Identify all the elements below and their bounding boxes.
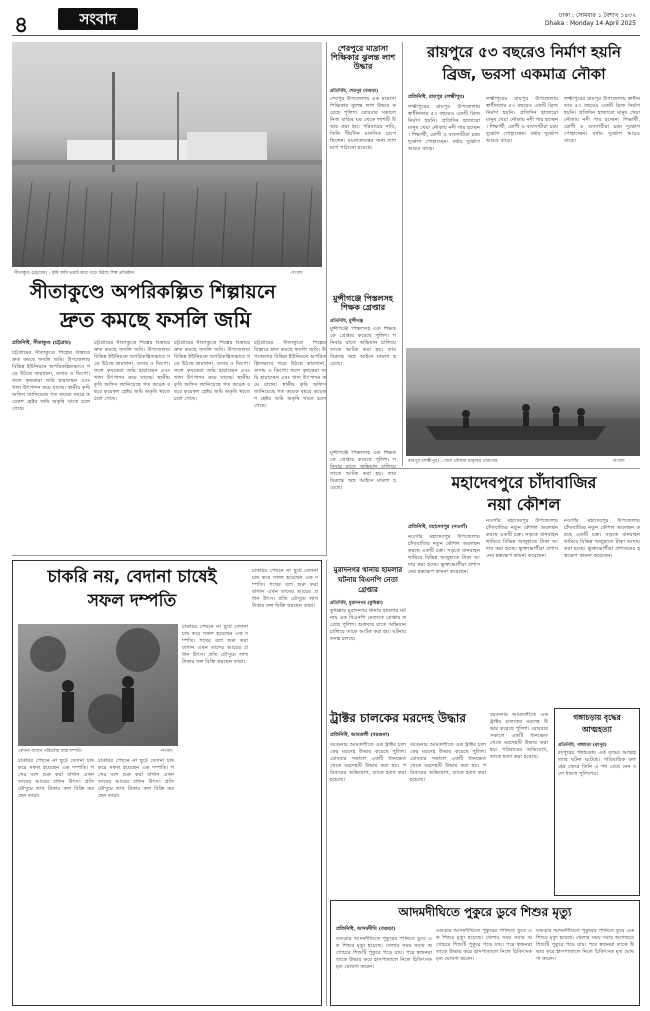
chakri-photo-caption: বেদানা বাগান পরিচর্যায় ব্যস্ত দম্পতি [18, 749, 82, 754]
chakri-photo [18, 624, 178, 746]
chakri-photo-credit: -সংবাদ [160, 749, 173, 754]
raipur-photo-scene [406, 348, 640, 456]
raipur-byline: প্রতিনিধি, রায়পুর (লক্ষ্মীপুর) [408, 94, 465, 100]
amdamdighi-headline: আদমদীঘিতে পুকুরে ডুবে শিশুর মৃত্যু [398, 905, 572, 919]
date-en: Dhaka : Monday 14 April 2025 [544, 20, 636, 27]
chakri-photo-scene [18, 624, 178, 746]
mohadevpur-body-col2: নওগাঁর মহাদেবপুর উপজেলায় চাঁদাবাজির নতুন কৌশল অবলম্বন করছে একটি চক্র। সড়কে যানবাহন থামিয়ে বিভিন্ন অজুহাতে টাকা আদায় করা হচ্ছে। ভুক্তভোগীরা প্রশাসনের হস্তক্ষেপ কামনা করেছেন। [486, 518, 558, 559]
sherpur-byline: প্রতিনিধি, শেরপুর (বগুড়া) [330, 89, 379, 94]
lead-photo-caption: সীতাকুণ্ড (চট্টগ্রাম) : কৃষি জমি ভরাট করে গড়ে উঠছে শিল্প প্রতিষ্ঠান [14, 271, 134, 276]
mohadevpur-byline: প্রতিনিধি, মহাদেবপুর (নওগাঁ) [408, 524, 468, 530]
muradnagar-headline-1: মুরাদনগর থানায় হামলার [333, 566, 403, 574]
lead-byline: প্রতিনিধি, সীতাকুণ্ড (চট্টগ্রাম) [12, 340, 72, 346]
munshiganj-headline: মুন্সীগঞ্জে পিস্তলসহ শিক্ষক গ্রেপ্তার [332, 294, 394, 313]
lead-photo [12, 42, 322, 267]
gangachara-body: রংপুরের গঙ্গাচড়ায় এক বৃদ্ধের আত্মহত্যার ঘটনা ঘটেছে। পারিবারিক কলহের জেরে তিনি এ পথ বেছে নেন বলে ধারণা পুলিশের। [558, 750, 636, 777]
raipur-body-col3: লক্ষ্মীপুরের রায়পুর উপজেলায় স্বাধীনতার ৫৩ বছরেও একটি ব্রিজ নির্মাণ হয়নি। প্রতিদিন হাজারো মানুষ খেয়া নৌকায় নদী পার হচ্ছেন। শিক্ষার্থী, রোগী ও ব্যবসায়ীরা চরম দুর্ভোগ পোহাচ্ছেন। বর্ষায় দুর্ভোগ আরও বাড়ে। [564, 96, 640, 144]
lead-body-col3: চট্টগ্রামের সীতাকুণ্ডে শিল্পের বিস্তারে দ্রুত কমছে ফসলি জমি। উপজেলার বিভিন্ন ইউনিয়নে অপরিকল্পিতভাবে গড়ে উঠছে কারখানা, গুদাম ও ডিপো। ফলে কৃষকেরা জমি হারাচ্ছেন এবং খাদ্য উৎপাদন কমে যাচ্ছে। স্থানীয় কৃষি অফিস জানিয়েছে গত কয়েক বছরে কয়েকশ হেক্টর জমি অকৃষি খাতে চলে গেছে। [174, 340, 250, 402]
mohadevpur-body-col3: নওগাঁর মহাদেবপুর উপজেলায় চাঁদাবাজির নতুন কৌশল অবলম্বন করছে একটি চক্র। সড়কে যানবাহন থামিয়ে বিভিন্ন অজুহাতে টাকা আদায় করা হচ্ছে। ভুক্তভোগীরা প্রশাসনের হস্তক্ষেপ কামনা করেছেন। [564, 518, 640, 559]
masthead [12, 6, 640, 36]
mohadevpur-headline-2: নয়া কৌশল [487, 495, 561, 514]
munshiganj-byline: প্রতিনিধি, মুন্সীগঞ্জ [330, 319, 364, 324]
sherpur-body: শেরপুর উপজেলায় এক মাদ্রাসা শিক্ষিকার ঝুলন্ত লাশ উদ্ধার করেছে পুলিশ। রোববার সকালে নিজ বাড়ির ঘর থেকে লাশটি উদ্ধার করা হয়। পরিবারের দাবি, তিনি দীর্ঘদিন মানসিক চাপে ছিলেন। ময়নাতদন্তের জন্য লাশ মর্গে পাঠানো হয়েছে। [330, 96, 396, 151]
sherpur-headline: শেরপুরে মাদ্রাসা শিক্ষিকার ঝুলন্ত লাশ উদ্ধার [330, 44, 396, 72]
raipur-headline-2: ব্রিজ, ভরসা একমাত্র নৌকা [442, 65, 606, 83]
lead-photo-scene [12, 42, 322, 267]
raipur-photo-credit: -সংবাদ [612, 459, 625, 464]
muradnagar-headline-2: ঘটনায় বিএনপি নেতা [338, 576, 398, 584]
amdamdighi-body-col2: বগুড়ার আদমদীঘিতে পুকুরের পানিতে ডুবে এক শিশুর মৃত্যু হয়েছে। খেলার সময় সবার অগোচরে শিশুটি পুকুরে পড়ে যায়। পরে স্বজনরা তাকে উদ্ধার করে হাসপাতালে নিলে চিকিৎসক মৃত ঘোষণা করেন। [436, 928, 532, 962]
truck-headline: ট্রাক্টর চালকের মরদেহ উদ্ধার [330, 711, 467, 725]
chakri-body-col3: চাকরির পেছনে না ছুটে বেদানা চাষ করে সফল হয়েছেন এক দম্পতি। শখের বশে শুরু করা বাগান এখন তাদের আয়ের প্রধান উৎস। প্রতি মৌসুমে লাখ টাকার ফল বিক্রি করছেন তারা। [182, 624, 248, 665]
column-rule [326, 560, 327, 1006]
raipur-body-col1: লক্ষ্মীপুরের রায়পুর উপজেলায় স্বাধীনতার ৫৩ বছরেও একটি ব্রিজ নির্মাণ হয়নি। প্রতিদিন হাজারো মানুষ খেয়া নৌকায় নদী পার হচ্ছেন। শিক্ষার্থী, রোগী ও ব্যবসায়ীরা চরম দুর্ভোগ পোহাচ্ছেন। বর্ষায় দুর্ভোগ আরও বাড়ে। [408, 104, 480, 152]
lead-photo-credit: -সংবাদ [290, 271, 303, 276]
amdamdighi-body-col3: বগুড়ার আদমদীঘিতে পুকুরের পানিতে ডুবে এক শিশুর মৃত্যু হয়েছে। খেলার সময় সবার অগোচরে শিশুটি পুকুরে পড়ে যায়। পরে স্বজনরা তাকে উদ্ধার করে হাসপাতালে নিলে চিকিৎসক মৃত ঘোষণা করেন। [536, 928, 634, 962]
chakri-body-col4: চাকরির পেছনে না ছুটে বেদানা চাষ করে সফল হয়েছেন এক দম্পতি। শখের বশে শুরু করা বাগান এখন তাদের আয়ের প্রধান উৎস। প্রতি মৌসুমে লাখ টাকার ফল বিক্রি করছেন তারা। [252, 568, 318, 609]
lead-body-col4: চট্টগ্রামের সীতাকুণ্ডে শিল্পের বিস্তারে দ্রুত কমছে ফসলি জমি। উপজেলার বিভিন্ন ইউনিয়নে অপরিকল্পিতভাবে গড়ে উঠছে কারখানা, গুদাম ও ডিপো। ফলে কৃষকেরা জমি হারাচ্ছেন এবং খাদ্য উৎপাদন কমে যাচ্ছে। স্থানীয় কৃষি অফিস জানিয়েছে গত কয়েক বছরে কয়েকশ হেক্টর জমি অকৃষি খাতে চলে গেছে। [254, 340, 326, 409]
chakri-body-col1: চাকরির পেছনে না ছুটে বেদানা চাষ করে সফল হয়েছেন এক দম্পতি। শখের বশে শুরু করা বাগান এখন তাদের আয়ের প্রধান উৎস। প্রতি মৌসুমে লাখ টাকার ফল বিক্রি করছেন তারা। [18, 758, 94, 799]
chakri-headline-2: সফল দম্পতি [87, 591, 177, 611]
muradnagar-headline-3: গ্রেপ্তার [358, 586, 378, 594]
divider [12, 555, 326, 556]
date-bn: ঢাকা : সোমবার ১ বৈশাখ ১৪৩২ [559, 12, 636, 19]
raipur-body-col2: লক্ষ্মীপুরের রায়পুর উপজেলায় স্বাধীনতার ৫৩ বছরেও একটি ব্রিজ নির্মাণ হয়নি। প্রতিদিন হাজারো মানুষ খেয়া নৌকায় নদী পার হচ্ছেন। শিক্ষার্থী, রোগী ও ব্যবসায়ীরা চরম দুর্ভোগ পোহাচ্ছেন। বর্ষায় দুর্ভোগ আরও বাড়ে। [486, 96, 558, 144]
truck-byline: প্রতিনিধি, আমতলী (বরগুনা) [330, 732, 390, 738]
amdamdighi-byline: প্রতিনিধি, আদমদীঘি (বগুড়া) [336, 926, 396, 932]
muradnagar-body: কুমিল্লার মুরাদনগর থানায় হামলার ঘটনায় এক বিএনপি নেতাকে গ্রেপ্তার করেছে পুলিশ। শুক্রবার রাতে অভিযান চালিয়ে তাকে আটক করা হয়। ঘটনার তদন্ত চলছে। [330, 608, 406, 642]
truck-body-col1: বরগুনার আমতলীতে এক ট্রাক্টর চালকের মরদেহ উদ্ধার করেছে পুলিশ। রোববার সকালে একটি ধানক্ষেত থেকে মরদেহটি উদ্ধার করা হয়। পরিবারের অভিযোগ, তাকে হত্যা করা হয়েছে। [330, 742, 406, 783]
muradnagar-byline: প্রতিনিধি, মুরাদনগর (কুমিল্লা) [330, 601, 383, 606]
gangachara-headline-2: আত্মহত্যা [582, 725, 612, 734]
lead-body-col1: চট্টগ্রামের সীতাকুণ্ডে শিল্পের বিস্তারে দ্রুত কমছে ফসলি জমি। উপজেলার বিভিন্ন ইউনিয়নে অপরিকল্পিতভাবে গড়ে উঠছে কারখানা, গুদাম ও ডিপো। ফলে কৃষকেরা জমি হারাচ্ছেন এবং খাদ্য উৎপাদন কমে যাচ্ছে। স্থানীয় কৃষি অফিস জানিয়েছে গত কয়েক বছরে কয়েকশ হেক্টর জমি অকৃষি খাতে চলে গেছে। [12, 350, 90, 412]
mohadevpur-body-col1: নওগাঁর মহাদেবপুর উপজেলায় চাঁদাবাজির নতুন কৌশল অবলম্বন করছে একটি চক্র। সড়কে যানবাহন থামিয়ে বিভিন্ন অজুহাতে টাকা আদায় করা হচ্ছে। ভুক্তভোগীরা প্রশাসনের হস্তক্ষেপ কামনা করেছেন। [408, 534, 480, 575]
raipur-photo [406, 348, 640, 456]
lead-headline-2: দ্রুত কমছে ফসলি জমি [60, 308, 251, 332]
truck-body-col3: বরগুনার আমতলীতে এক ট্রাক্টর চালকের মরদেহ উদ্ধার করেছে পুলিশ। রোববার সকালে একটি ধানক্ষেত থেকে মরদেহটি উদ্ধার করা হয়। পরিবারের অভিযোগ, তাকে হত্যা করা হয়েছে। [490, 712, 548, 760]
lead-headline-1: সীতাকুণ্ডে অপরিকল্পিত শিল্পায়নে [30, 281, 276, 303]
page-number: ৪ [14, 13, 29, 38]
truck-body-col2: বরগুনার আমতলীতে এক ট্রাক্টর চালকের মরদেহ উদ্ধার করেছে পুলিশ। রোববার সকালে একটি ধানক্ষেত থেকে মরদেহটি উদ্ধার করা হয়। পরিবারের অভিযোগ, তাকে হত্যা করা হয়েছে। [410, 742, 486, 783]
chakri-body-col2: চাকরির পেছনে না ছুটে বেদানা চাষ করে সফল হয়েছেন এক দম্পতি। শখের বশে শুরু করা বাগান এখন তাদের আয়ের প্রধান উৎস। প্রতি মৌসুমে লাখ টাকার ফল বিক্রি করছেন তারা। [98, 758, 174, 799]
raipur-photo-caption: রায়পুর (লক্ষ্মীপুর) : খেয়া নৌকায় মানুষের পারাপার [408, 459, 498, 464]
chakri-headline-1: চাকরি নয়, বেদানা চাষেই [47, 567, 217, 587]
lead-body-col2: চট্টগ্রামের সীতাকুণ্ডে শিল্পের বিস্তারে দ্রুত কমছে ফসলি জমি। উপজেলার বিভিন্ন ইউনিয়নে অপরিকল্পিতভাবে গড়ে উঠছে কারখানা, গুদাম ও ডিপো। ফলে কৃষকেরা জমি হারাচ্ছেন এবং খাদ্য উৎপাদন কমে যাচ্ছে। স্থানীয় কৃষি অফিস জানিয়েছে গত কয়েক বছরে কয়েকশ হেক্টর জমি অকৃষি খাতে চলে গেছে। [94, 340, 170, 402]
amdamdighi-body-col1: বগুড়ার আদমদীঘিতে পুকুরের পানিতে ডুবে এক শিশুর মৃত্যু হয়েছে। খেলার সময় সবার অগোচরে শিশুটি পুকুরে পড়ে যায়। পরে স্বজনরা তাকে উদ্ধার করে হাসপাতালে নিলে চিকিৎসক মৃত ঘোষণা করেন। [336, 936, 432, 970]
munshiganj-body: মুন্সীগঞ্জে পিস্তলসহ এক শিক্ষককে গ্রেপ্তার করেছে পুলিশ। শনিবার রাতে অভিযান চালিয়ে তাকে আটক করা হয়। তার বিরুদ্ধে অস্ত্র আইনে মামলা হয়েছে। [330, 326, 396, 367]
column-rule [402, 42, 403, 466]
raipur-headline-1: রায়পুরে ৫৩ বছরেও নির্মাণ হয়নি [427, 43, 621, 61]
column-rule [326, 42, 327, 556]
middle-body-col: মুন্সীগঞ্জে পিস্তলসহ এক শিক্ষককে গ্রেপ্তার করেছে পুলিশ। শনিবার রাতে অভিযান চালিয়ে তাকে আটক করা হয়। তার বিরুদ্ধে অস্ত্র আইনে মামলা হয়েছে। [330, 450, 396, 491]
gangachara-byline: প্রতিনিধি, গঙ্গাচড়া (রংপুর) [558, 743, 607, 748]
mohadevpur-headline-1: মহাদেবপুরে চাঁদাবাজির [451, 473, 597, 492]
gangachara-headline-1: গঙ্গাচড়ায় বৃদ্ধের [573, 713, 621, 722]
masthead-logo: সংবাদ [58, 8, 138, 30]
